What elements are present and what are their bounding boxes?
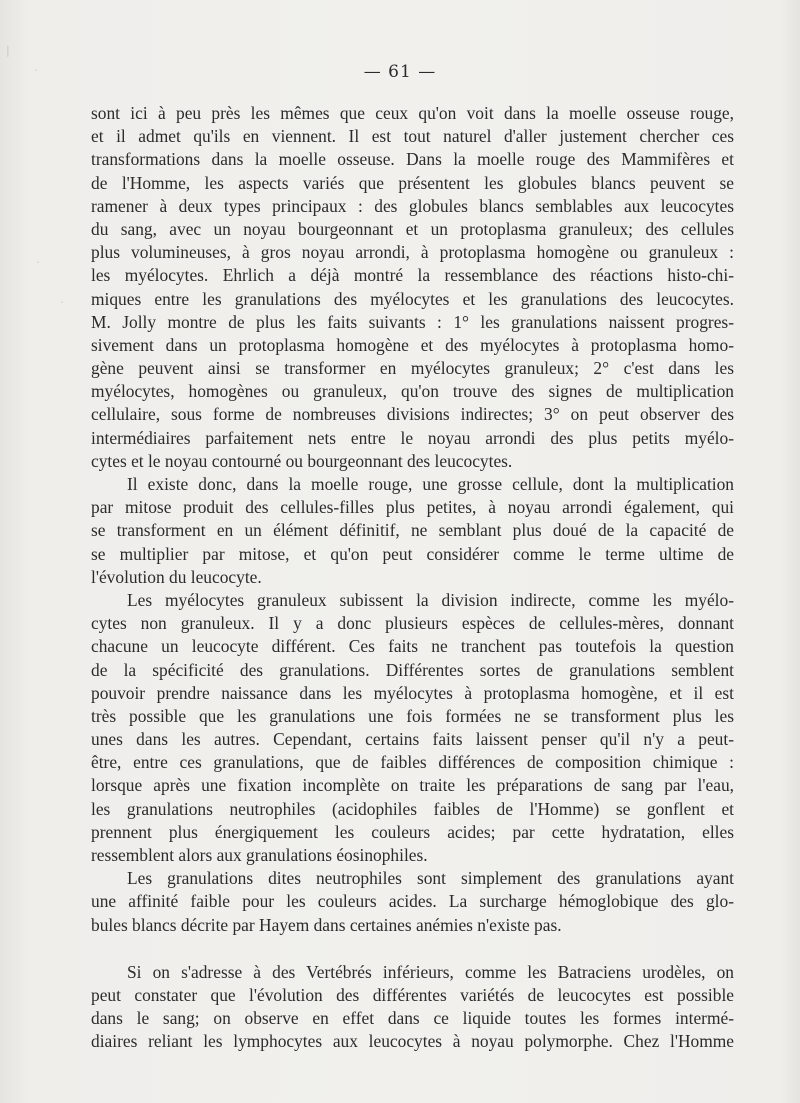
text-line: très possible que les granulations une fois formées ne se transforment plus les [91, 705, 734, 726]
paragraph [91, 867, 734, 937]
paragraph [91, 961, 734, 1054]
paragraph-spacer [91, 937, 734, 961]
text-line: intermédiaires parfaitement nets entre le noyau arrondi des plus petits myélo- [91, 427, 734, 448]
margin-bleed-mark: · [60, 296, 64, 309]
margin-bleed-mark: | [6, 44, 10, 57]
text-line: peut constater que l'évolution des différentes variétés de leucocytes est possible [91, 984, 734, 1005]
text-line: myélocytes, homogènes ou granuleux, qu'on trouve des signes de multiplication [91, 381, 734, 402]
margin-bleed-mark: · [34, 64, 38, 77]
text-line: les granulations neutrophiles (acidophiles faibles de l'Homme) se gonflent et [91, 798, 734, 819]
text-line: de la spécificité des granulations. Différentes sortes de granulations semblent [91, 659, 734, 680]
text-line: pouvoir prendre naissance dans les myélocytes à protoplasma homogène, et il est [91, 682, 734, 703]
text-line: M. Jolly montre de plus les faits suivants : 1° les granulations naissent progres- [91, 311, 734, 332]
text-line: plus volumineuses, à gros noyau arrondi, à protoplasma homogène ou granuleux : [91, 242, 734, 263]
text-line: dans le sang; on observe en effet dans ce liquide toutes les formes intermé- [91, 1008, 734, 1029]
text-line: ressemblent alors aux granulations éosinophiles. [91, 845, 428, 865]
text-line: de l'Homme, les aspects variés que présentent les globules blancs peuvent se [91, 172, 734, 193]
text-line: et il admet qu'ils en viennent. Il est tout naturel d'aller justement chercher ces [91, 126, 734, 147]
text-line: prennent plus énergiquement les couleurs acides; par cette hydratation, elles [91, 821, 734, 842]
text-line: les myélocytes. Ehrlich a déjà montré la ressemblance des réactions histo-chi- [91, 265, 734, 286]
text-line: du sang, avec un noyau bourgeonnant et un protoplasma granuleux; des cellules [91, 218, 734, 239]
text-line: ramener à deux types principaux : des globules blancs semblables aux leucocytes [91, 195, 734, 216]
text-line: cytes non granuleux. Il y a donc plusieurs espèces de cellules-mères, donnant [91, 613, 734, 634]
paragraph [91, 589, 734, 867]
text-line: unes dans les autres. Cependant, certains faits laissent penser qu'il n'y a peut- [91, 729, 734, 750]
text-line: bules blancs décrite par Hayem dans certaines anémies n'existe pas. [91, 914, 562, 935]
text-line: gène peuvent ainsi se transformer en myélocytes granuleux; 2° c'est dans les [91, 358, 734, 379]
text-line: cellulaire, sous forme de nombreuses divisions indirectes; 3° on peut observer des [91, 404, 734, 425]
text-line: sont ici à peu près les mêmes que ceux qu'on voit dans la moelle osseuse rouge, [91, 103, 734, 123]
text-line: diaires reliant les lymphocytes aux leucocytes à noyau polymorphe. Chez l'Homme [91, 1031, 734, 1052]
body-text [91, 102, 734, 1054]
text-line: une affinité faible pour les couleurs acides. La surcharge hémoglobique des glo- [91, 891, 734, 912]
paragraph [91, 102, 734, 473]
page-number: — 61 — [363, 62, 437, 82]
text-line: miques entre les granulations des myélocytes et les granulations des leucocytes. [91, 288, 734, 309]
text-line: cytes et le noyau contourné ou bourgeonnant des leucocytes. [91, 450, 513, 471]
text-line: transformations dans la moelle osseuse. Dans la moelle rouge des Mammifères et [91, 149, 734, 170]
text-line: chacune un leucocyte différent. Ces faits ne tranchent pas toutefois la question [91, 636, 734, 657]
text-line: Si on s'adresse à des Vertébrés inférieurs, comme les Batraciens urodèles, on [127, 961, 734, 982]
text-line: l'évolution du leucocyte. [91, 566, 262, 587]
text-line: Les granulations dites neutrophiles sont simplement des granulations ayant [127, 868, 734, 889]
paragraph [91, 473, 734, 589]
text-line: Les myélocytes granuleux subissent la division indirecte, comme les myélo- [127, 589, 734, 610]
text-line: Il existe donc, dans la moelle rouge, une grosse cellule, dont la multiplication [127, 474, 734, 494]
margin-bleed-mark: · [36, 256, 40, 269]
text-line: se transforment en un élément définitif, ne semblant plus doué de la capacité de [91, 520, 734, 541]
text-line: être, entre ces granulations, que de faibles différences de composition chimique : [91, 752, 734, 773]
text-line: se multiplier par mitose, et qu'on peut considérer comme le terme ultime de [91, 543, 734, 564]
text-line: sivement dans un protoplasma homogène et des myélocytes à protoplasma homo- [91, 334, 734, 355]
text-line: lorsque après une fixation incomplète on traite les préparations de sang par l'eau, [91, 775, 734, 796]
text-line: par mitose produit des cellules-filles plus petites, à noyau arrondi également, qui [91, 497, 734, 518]
